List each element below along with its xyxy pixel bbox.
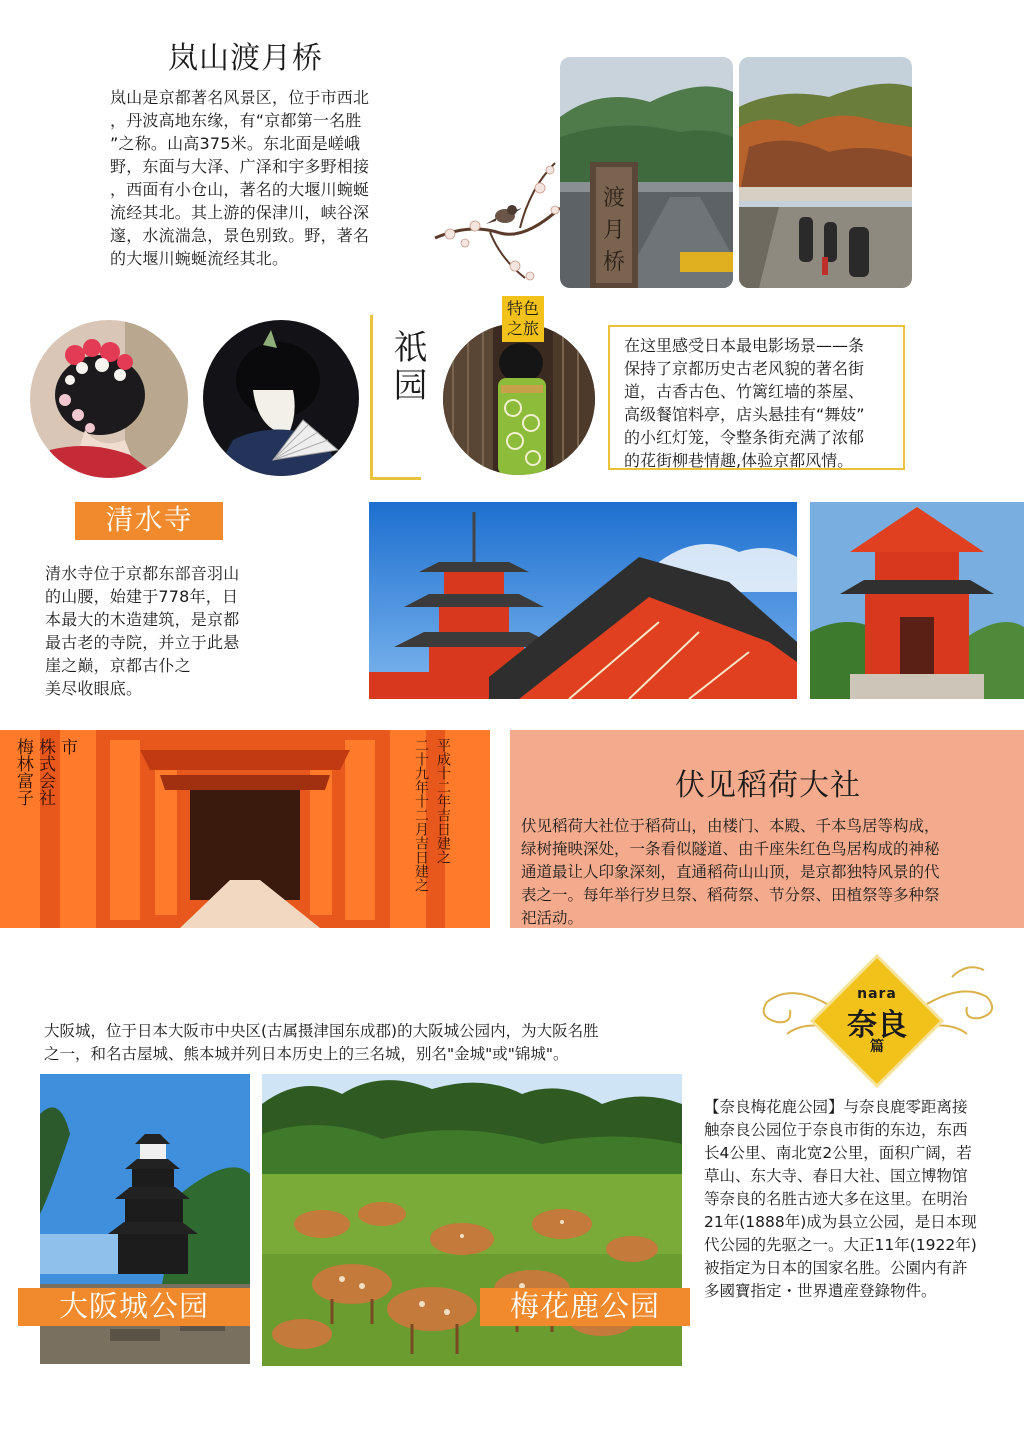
plum-blossom-branch-illustration <box>430 148 570 288</box>
nara-badge-en: nara <box>857 986 897 1002</box>
maiko-hair-ornament-photo <box>30 320 188 478</box>
gion-title-frame <box>370 315 427 480</box>
arashiyama-text: 岚山是京都著名风景区，位于市西北 ，丹波高地东缘，有“京都第一名胜 ”之称。山高375米。东北面是嵯峨 野，东面与大泽、广泽和宇多野相接 ，西面有小仓山，著名的大堰川蜿蜒 流经其北。其上游的保津川，峡谷深 邃，水流湍急，景色别致。野，著名 的大堰川蜿蜒流经其北。 <box>110 88 370 268</box>
nara-badge-cn: 奈良 <box>847 1008 907 1043</box>
svg-text:月: 月 <box>602 218 626 243</box>
nara-badge <box>752 952 1002 1092</box>
nara-text: 【奈良梅花鹿公园】与奈良鹿零距离接 触奈良公园位于奈良市街的东边，东西 长4公里、南北宽2公里，面积广阔，若 草山、东大寺、春日大社、国立博物馆 等奈良的名胜古迹大多在这里。在明治 21年(1888年)成为县立公园，是日本现 代公园的先驱之一。大正11年(1922年) 被指定为日本的国家名胜。公園内有許 多國寶指定・世界遺産登錄物件。 <box>704 1098 977 1300</box>
osaka-castle-park-label: 大阪城公园 <box>18 1288 250 1326</box>
kimono-back-street-photo <box>443 323 595 475</box>
arashiyama-autumn-bridge-photo <box>739 57 912 288</box>
kiyomizu-gate-photo <box>810 502 1024 699</box>
fushimi-panel <box>510 730 1024 928</box>
gion-text-box: 在这里感受日本最电影场景——条 保持了京都历史古老风貌的著名街 道，古香古色、竹篱红墙的茶屋、 高级餐馆料亭，店头悬挂有“舞妓” 的小红灯笼，令整条街充满了浓郁 的花街柳巷情趣,体验京都风情。 <box>608 325 905 470</box>
togetsukyo-bridge-photo <box>560 57 733 288</box>
deer-park-label: 梅花鹿公园 <box>480 1288 690 1326</box>
nara-badge-sub: 篇 <box>870 1039 884 1055</box>
geisha-fan-photo <box>203 320 359 476</box>
osaka-text: 大阪城，位于日本大阪市中央区(古属摄津国东成郡)的大阪城公园内，为大阪名胜 之一，和名古屋城、熊本城并列日本历史上的三名城，别名"金城"或"锦城"。 <box>44 1022 599 1063</box>
svg-text:桥: 桥 <box>602 250 626 275</box>
feature-tour-badge: 特色之旅 <box>502 296 544 342</box>
fushimi-text: 伏见稻荷大社位于稻荷山，由楼门、本殿、千本鸟居等构成， 绿树掩映深处，一条看似隧道、由千座朱红色鸟居构成的神秘 通道最让人印象深刻，直通稻荷山山顶，是京都独特风景的代 表之一。每年举行岁旦祭、稻荷祭、节分祭、田植祭等多种祭 祀活动。 <box>521 817 940 927</box>
arashiyama-title: 岚山渡月桥 <box>168 41 323 76</box>
kiyomizu-title: 清水寺 <box>75 502 223 540</box>
svg-text:渡: 渡 <box>602 186 626 211</box>
torii-inscription-right: 平成十二年吉日建之 二十九年十二月吉日建之 <box>413 738 451 892</box>
torii-inscription-left: 市 株式会社 梅林富子 <box>13 738 77 806</box>
fushimi-torii-tunnel-photo <box>0 730 490 928</box>
kiyomizu-text: 清水寺位于京都东部音羽山 的山腰，始建于778年，日 本最大的木造建筑，是京都 最古老的寺院，并立于此悬 崖之巅，京都古仆之 美尽收眼底。 <box>45 564 240 698</box>
gion-title: 祇园 <box>387 329 427 405</box>
kiyomizu-pagoda-photo <box>369 502 797 699</box>
fushimi-title: 伏见稻荷大社 <box>675 768 861 803</box>
